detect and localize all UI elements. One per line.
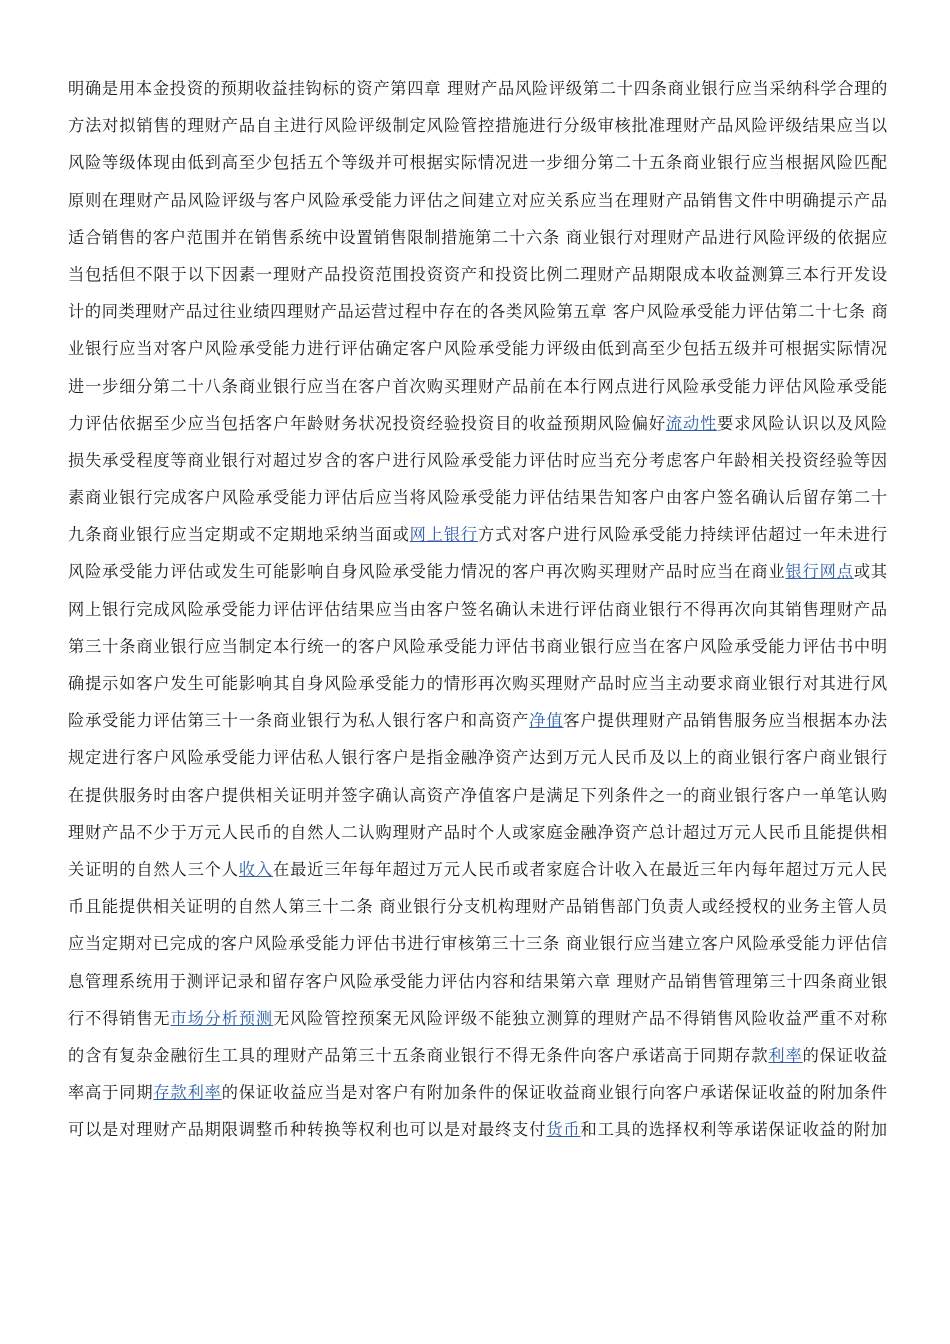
text-segment: 客户提供理财产品销售服务应当根据本办法 — [563, 711, 888, 731]
text-line — [68, 442, 888, 479]
text-line — [68, 1111, 888, 1148]
text-segment: 方法对拟销售的理财产品自主进行风险评级制定风险管控措施进行分级审核批准理财产品风险评级结果应当以 — [68, 116, 888, 136]
text-line — [68, 70, 888, 107]
text-segment: 九条商业银行应当定期或不定期地采纳当面或 — [68, 525, 410, 545]
text-line — [68, 256, 888, 293]
text-line — [68, 702, 888, 739]
text-segment: 的保证收益应当是对客户有附加条件的保证收益商业银行向客户承诺保证收益的附加条件 — [221, 1083, 888, 1103]
text-segment: 或其 — [853, 562, 888, 582]
text-segment: 险承受能力评估第三十一条商业银行为私人银行客户和高资产 — [68, 711, 530, 731]
text-segment: 确提示如客户发生可能影响其自身风险承受能力的情形再次购买理财产品时应当主动要求商业银行对其进行风 — [68, 674, 888, 693]
text-segment: 无风险管控预案无风险评级不能独立测算的理财产品不得销售风险收益严重不对称 — [273, 1008, 888, 1028]
text-line — [68, 888, 888, 925]
text-line — [68, 1000, 888, 1037]
text-segment: 应当定期对已完成的客户风险承受能力评估书进行审核第三十三条 商业银行应当建立客户风险承受能力评估信 — [68, 934, 888, 954]
text-segment: 力评估依据至少应当包括客户年龄财务状况投资经验投资目的收益预期风险偏好 — [68, 413, 666, 433]
text-line — [68, 182, 888, 219]
text-segment: 适合销售的客户范围并在销售系统中设置销售限制措施第二十六条 商业银行对理财产品进行风险评级的依据应 — [68, 227, 888, 247]
text-segment: 要求风险认识以及风险 — [717, 413, 888, 433]
text-segment: 和工具的选择权利等承诺保证收益的附加 — [580, 1120, 888, 1140]
text-line — [68, 591, 888, 628]
text-line — [68, 405, 888, 442]
keyword-link[interactable]: 存款利率 — [153, 1083, 222, 1103]
text-line — [68, 1037, 888, 1074]
text-segment: 业银行应当对客户风险承受能力进行评估确定客户风险承受能力评级由低到高至少包括五级并可根据实际情况 — [68, 339, 888, 359]
text-segment: 素商业银行完成客户风险承受能力评估后应当将风险承受能力评估结果告知客户由客户签名确认后留存第二十 — [68, 488, 888, 508]
text-line — [68, 777, 888, 814]
document-body — [68, 70, 888, 1148]
text-segment: 关证明的自然人三个人 — [68, 859, 239, 879]
keyword-link[interactable]: 净值 — [529, 711, 564, 731]
text-line — [68, 368, 888, 405]
text-segment: 损失承受程度等商业银行对超过岁含的客户进行风险承受能力评估时应当充分考虑客户年龄相关投资经验等因 — [68, 450, 888, 470]
keyword-link[interactable]: 流动性 — [665, 413, 718, 433]
text-segment: 网上银行完成风险承受能力评估评估结果应当由客户签名确认未进行评估商业银行不得再次向其销售理财产品 — [68, 599, 888, 619]
keyword-link[interactable]: 利率 — [768, 1045, 803, 1065]
keyword-link[interactable]: 市场分析预测 — [170, 1008, 273, 1028]
text-segment: 息管理系统用于测评记录和留存客户风险承受能力评估内容和结果第六章 理财产品销售管理第三十四条商业银 — [68, 971, 888, 991]
text-segment: 的保证收益 — [802, 1045, 888, 1065]
text-segment: 进一步细分第二十八条商业银行应当在客户首次购买理财产品前在本行网点进行风险承受能力评估风险承受能 — [68, 376, 888, 396]
text-segment: 第三十条商业银行应当制定本行统一的客户风险承受能力评估书商业银行应当在客户风险承受能力评估书中明 — [68, 636, 888, 656]
text-segment: 风险等级体现由低到高至少包括五个等级并可根据实际情况进一步细分第二十五条商业银行应当根据风险匹配 — [68, 153, 888, 173]
text-line — [68, 628, 888, 665]
text-segment: 率高于同期 — [68, 1083, 154, 1103]
text-segment: 行不得销售无 — [68, 1008, 171, 1028]
text-segment: 可以是对理财产品期限调整币种转换等权利也可以是对最终支付 — [68, 1120, 547, 1140]
text-line — [68, 219, 888, 256]
keyword-link[interactable]: 银行网点 — [785, 562, 854, 582]
text-segment: 计的同类理财产品过往业绩四理财产品运营过程中存在的各类风险第五章 客户风险承受能力评估第二十七条 商 — [68, 302, 888, 322]
keyword-link[interactable]: 货币 — [546, 1120, 581, 1140]
text-segment: 当包括但不限于以下因素一理财产品投资范围投资资产和投资比例二理财产品期限成本收益测算三本行开发设 — [68, 264, 888, 284]
text-line — [68, 144, 888, 181]
text-line — [68, 665, 888, 702]
text-line — [68, 293, 888, 330]
text-line — [68, 330, 888, 367]
text-segment: 风险承受能力评估或发生可能影响自身风险承受能力情况的客户再次购买理财产品时应当在商业 — [68, 562, 786, 582]
text-segment: 理财产品不少于万元人民币的自然人二认购理财产品时个人或家庭金融净资产总计超过万元人民币且能提供相 — [68, 822, 888, 842]
text-segment: 的含有复杂金融衍生工具的理财产品第三十五条商业银行不得无条件向客户承诺高于同期存款 — [68, 1045, 769, 1065]
keyword-link[interactable]: 收入 — [238, 859, 274, 879]
text-line — [68, 851, 888, 888]
text-segment: 明确是用本金投资的预期收益挂钩标的资产第四章 理财产品风险评级第二十四条商业银行应当采纳科学合理的 — [68, 79, 888, 98]
text-line — [68, 479, 888, 516]
text-segment: 原则在理财产品风险评级与客户风险承受能力评估之间建立对应关系应当在理财产品销售文件中明确提示产品 — [68, 190, 888, 210]
text-segment: 规定进行客户风险承受能力评估私人银行客户是指金融净资产达到万元人民币及以上的商业银行客户商业银行 — [68, 748, 888, 768]
text-line — [68, 814, 888, 851]
text-line — [68, 1074, 888, 1111]
text-line — [68, 107, 888, 144]
text-line — [68, 553, 888, 590]
text-segment: 币且能提供相关证明的自然人第三十二条 商业银行分支机构理财产品销售部门负责人或经授权的业务主管人员 — [68, 897, 888, 917]
text-line — [68, 925, 888, 962]
text-line — [68, 516, 888, 553]
text-line — [68, 963, 888, 1000]
text-segment: 在最近三年每年超过万元人民币或者家庭合计收入在最近三年内每年超过万元人民 — [273, 859, 888, 879]
text-segment: 在提供服务时由客户提供相关证明并签字确认高资产净值客户是满足下列条件之一的商业银行客户一单笔认购 — [68, 785, 888, 805]
keyword-link[interactable]: 网上银行 — [409, 525, 479, 545]
text-segment: 方式对客户进行风险承受能力持续评估超过一年未进行 — [478, 525, 888, 545]
text-line — [68, 739, 888, 776]
